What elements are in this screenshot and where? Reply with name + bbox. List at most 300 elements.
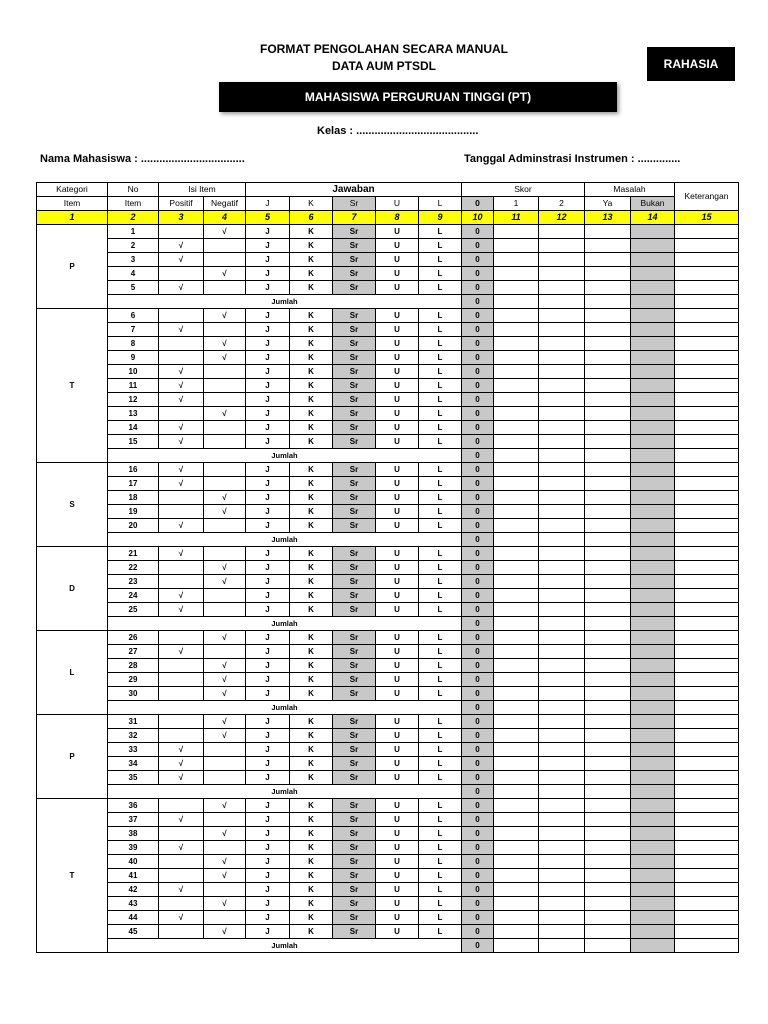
- skor-2-cell[interactable]: [539, 673, 585, 687]
- skor-2-cell[interactable]: [539, 281, 585, 295]
- skor-1-cell[interactable]: [494, 435, 539, 449]
- answer-option-l[interactable]: L: [419, 673, 462, 687]
- answer-option-u[interactable]: U: [376, 897, 419, 911]
- skor-1-cell[interactable]: [494, 799, 539, 813]
- answer-option-j[interactable]: J: [246, 911, 290, 925]
- answer-option-l[interactable]: L: [419, 645, 462, 659]
- skor-2-cell[interactable]: [539, 463, 585, 477]
- skor-1-cell[interactable]: [494, 477, 539, 491]
- answer-option-u[interactable]: U: [376, 645, 419, 659]
- masalah-bukan-cell[interactable]: [631, 659, 675, 673]
- masalah-bukan-cell[interactable]: [631, 365, 675, 379]
- skor-1-cell[interactable]: [494, 645, 539, 659]
- answer-option-j[interactable]: J: [246, 547, 290, 561]
- answer-option-l[interactable]: L: [419, 827, 462, 841]
- answer-option-l[interactable]: L: [419, 253, 462, 267]
- keterangan-cell[interactable]: [675, 799, 739, 813]
- answer-option-j[interactable]: J: [246, 589, 290, 603]
- masalah-bukan-cell[interactable]: [631, 715, 675, 729]
- keterangan-cell[interactable]: [675, 547, 739, 561]
- answer-option-l[interactable]: L: [419, 435, 462, 449]
- skor-1-cell[interactable]: [494, 771, 539, 785]
- skor-1-cell[interactable]: [494, 855, 539, 869]
- answer-option-sr[interactable]: Sr: [333, 281, 376, 295]
- answer-option-sr[interactable]: Sr: [333, 491, 376, 505]
- answer-option-k[interactable]: K: [290, 239, 333, 253]
- masalah-bukan-cell[interactable]: [631, 561, 675, 575]
- keterangan-cell[interactable]: [675, 589, 739, 603]
- skor-1-cell[interactable]: [494, 925, 539, 939]
- keterangan-cell[interactable]: [675, 365, 739, 379]
- masalah-ya-cell[interactable]: [585, 631, 631, 645]
- masalah-bukan-cell[interactable]: [631, 841, 675, 855]
- skor-2-cell[interactable]: [539, 715, 585, 729]
- skor-1-cell[interactable]: [494, 547, 539, 561]
- answer-option-j[interactable]: J: [246, 799, 290, 813]
- skor-2-cell[interactable]: [539, 379, 585, 393]
- answer-option-u[interactable]: U: [376, 267, 419, 281]
- answer-option-u[interactable]: U: [376, 813, 419, 827]
- skor-2-cell[interactable]: [539, 575, 585, 589]
- answer-option-l[interactable]: L: [419, 393, 462, 407]
- answer-option-u[interactable]: U: [376, 435, 419, 449]
- keterangan-cell[interactable]: [675, 771, 739, 785]
- answer-option-u[interactable]: U: [376, 379, 419, 393]
- answer-option-u[interactable]: U: [376, 925, 419, 939]
- answer-option-sr[interactable]: Sr: [333, 477, 376, 491]
- masalah-ya-cell[interactable]: [585, 337, 631, 351]
- answer-option-j[interactable]: J: [246, 575, 290, 589]
- answer-option-sr[interactable]: Sr: [333, 435, 376, 449]
- keterangan-cell[interactable]: [675, 575, 739, 589]
- answer-option-k[interactable]: K: [290, 813, 333, 827]
- keterangan-cell[interactable]: [675, 323, 739, 337]
- answer-option-l[interactable]: L: [419, 729, 462, 743]
- answer-option-sr[interactable]: Sr: [333, 561, 376, 575]
- answer-option-l[interactable]: L: [419, 239, 462, 253]
- answer-option-sr[interactable]: Sr: [333, 813, 376, 827]
- answer-option-j[interactable]: J: [246, 631, 290, 645]
- answer-option-sr[interactable]: Sr: [333, 309, 376, 323]
- skor-2-cell[interactable]: [539, 435, 585, 449]
- masalah-ya-cell[interactable]: [585, 281, 631, 295]
- masalah-ya-cell[interactable]: [585, 267, 631, 281]
- answer-option-j[interactable]: J: [246, 687, 290, 701]
- answer-option-l[interactable]: L: [419, 813, 462, 827]
- answer-option-u[interactable]: U: [376, 561, 419, 575]
- answer-option-sr[interactable]: Sr: [333, 743, 376, 757]
- answer-option-u[interactable]: U: [376, 659, 419, 673]
- answer-option-j[interactable]: J: [246, 743, 290, 757]
- skor-2-cell[interactable]: [539, 631, 585, 645]
- skor-2-cell[interactable]: [539, 827, 585, 841]
- answer-option-u[interactable]: U: [376, 673, 419, 687]
- masalah-ya-cell[interactable]: [585, 463, 631, 477]
- skor-2-cell[interactable]: [539, 225, 585, 239]
- answer-option-k[interactable]: K: [290, 519, 333, 533]
- answer-option-j[interactable]: J: [246, 365, 290, 379]
- masalah-bukan-cell[interactable]: [631, 477, 675, 491]
- masalah-bukan-cell[interactable]: [631, 645, 675, 659]
- masalah-bukan-cell[interactable]: [631, 869, 675, 883]
- answer-option-u[interactable]: U: [376, 631, 419, 645]
- answer-option-u[interactable]: U: [376, 841, 419, 855]
- answer-option-u[interactable]: U: [376, 855, 419, 869]
- answer-option-u[interactable]: U: [376, 603, 419, 617]
- answer-option-k[interactable]: K: [290, 603, 333, 617]
- answer-option-sr[interactable]: Sr: [333, 911, 376, 925]
- answer-option-j[interactable]: J: [246, 421, 290, 435]
- answer-option-u[interactable]: U: [376, 883, 419, 897]
- answer-option-k[interactable]: K: [290, 687, 333, 701]
- answer-option-l[interactable]: L: [419, 575, 462, 589]
- skor-2-cell[interactable]: [539, 491, 585, 505]
- answer-option-j[interactable]: J: [246, 337, 290, 351]
- answer-option-l[interactable]: L: [419, 519, 462, 533]
- keterangan-cell[interactable]: [675, 715, 739, 729]
- answer-option-j[interactable]: J: [246, 407, 290, 421]
- answer-option-sr[interactable]: Sr: [333, 393, 376, 407]
- skor-2-cell[interactable]: [539, 883, 585, 897]
- answer-option-k[interactable]: K: [290, 729, 333, 743]
- skor-1-cell[interactable]: [494, 715, 539, 729]
- masalah-bukan-cell[interactable]: [631, 253, 675, 267]
- masalah-bukan-cell[interactable]: [631, 407, 675, 421]
- masalah-bukan-cell[interactable]: [631, 547, 675, 561]
- answer-option-sr[interactable]: Sr: [333, 379, 376, 393]
- answer-option-l[interactable]: L: [419, 281, 462, 295]
- answer-option-l[interactable]: L: [419, 589, 462, 603]
- answer-option-u[interactable]: U: [376, 281, 419, 295]
- answer-option-j[interactable]: J: [246, 855, 290, 869]
- keterangan-cell[interactable]: [675, 855, 739, 869]
- skor-1-cell[interactable]: [494, 253, 539, 267]
- skor-2-cell[interactable]: [539, 505, 585, 519]
- keterangan-cell[interactable]: [675, 225, 739, 239]
- skor-1-cell[interactable]: [494, 393, 539, 407]
- skor-2-cell[interactable]: [539, 659, 585, 673]
- answer-option-j[interactable]: J: [246, 393, 290, 407]
- answer-option-sr[interactable]: Sr: [333, 589, 376, 603]
- skor-1-cell[interactable]: [494, 743, 539, 757]
- masalah-bukan-cell[interactable]: [631, 239, 675, 253]
- answer-option-k[interactable]: K: [290, 799, 333, 813]
- skor-1-cell[interactable]: [494, 337, 539, 351]
- masalah-ya-cell[interactable]: [585, 379, 631, 393]
- answer-option-sr[interactable]: Sr: [333, 267, 376, 281]
- answer-option-u[interactable]: U: [376, 477, 419, 491]
- skor-1-cell[interactable]: [494, 757, 539, 771]
- skor-2-cell[interactable]: [539, 477, 585, 491]
- skor-1-cell[interactable]: [494, 561, 539, 575]
- answer-option-sr[interactable]: Sr: [333, 505, 376, 519]
- skor-1-cell[interactable]: [494, 491, 539, 505]
- answer-option-k[interactable]: K: [290, 911, 333, 925]
- keterangan-cell[interactable]: [675, 393, 739, 407]
- answer-option-sr[interactable]: Sr: [333, 421, 376, 435]
- masalah-bukan-cell[interactable]: [631, 393, 675, 407]
- answer-option-k[interactable]: K: [290, 435, 333, 449]
- keterangan-cell[interactable]: [675, 477, 739, 491]
- keterangan-cell[interactable]: [675, 841, 739, 855]
- masalah-bukan-cell[interactable]: [631, 225, 675, 239]
- answer-option-j[interactable]: J: [246, 253, 290, 267]
- skor-2-cell[interactable]: [539, 911, 585, 925]
- masalah-ya-cell[interactable]: [585, 673, 631, 687]
- answer-option-j[interactable]: J: [246, 771, 290, 785]
- answer-option-k[interactable]: K: [290, 393, 333, 407]
- masalah-ya-cell[interactable]: [585, 911, 631, 925]
- answer-option-sr[interactable]: Sr: [333, 687, 376, 701]
- answer-option-k[interactable]: K: [290, 561, 333, 575]
- answer-option-l[interactable]: L: [419, 225, 462, 239]
- answer-option-l[interactable]: L: [419, 911, 462, 925]
- answer-option-u[interactable]: U: [376, 547, 419, 561]
- answer-option-sr[interactable]: Sr: [333, 869, 376, 883]
- skor-2-cell[interactable]: [539, 813, 585, 827]
- masalah-ya-cell[interactable]: [585, 883, 631, 897]
- masalah-bukan-cell[interactable]: [631, 743, 675, 757]
- answer-option-k[interactable]: K: [290, 673, 333, 687]
- masalah-ya-cell[interactable]: [585, 799, 631, 813]
- masalah-ya-cell[interactable]: [585, 925, 631, 939]
- answer-option-j[interactable]: J: [246, 883, 290, 897]
- answer-option-k[interactable]: K: [290, 659, 333, 673]
- skor-1-cell[interactable]: [494, 589, 539, 603]
- keterangan-cell[interactable]: [675, 407, 739, 421]
- skor-1-cell[interactable]: [494, 883, 539, 897]
- answer-option-l[interactable]: L: [419, 351, 462, 365]
- masalah-bukan-cell[interactable]: [631, 463, 675, 477]
- answer-option-u[interactable]: U: [376, 351, 419, 365]
- masalah-bukan-cell[interactable]: [631, 911, 675, 925]
- answer-option-k[interactable]: K: [290, 715, 333, 729]
- keterangan-cell[interactable]: [675, 421, 739, 435]
- answer-option-j[interactable]: J: [246, 841, 290, 855]
- answer-option-l[interactable]: L: [419, 897, 462, 911]
- answer-option-k[interactable]: K: [290, 645, 333, 659]
- skor-1-cell[interactable]: [494, 687, 539, 701]
- masalah-ya-cell[interactable]: [585, 827, 631, 841]
- keterangan-cell[interactable]: [675, 631, 739, 645]
- answer-option-sr[interactable]: Sr: [333, 771, 376, 785]
- answer-option-l[interactable]: L: [419, 491, 462, 505]
- masalah-bukan-cell[interactable]: [631, 337, 675, 351]
- keterangan-cell[interactable]: [675, 379, 739, 393]
- answer-option-u[interactable]: U: [376, 589, 419, 603]
- answer-option-u[interactable]: U: [376, 575, 419, 589]
- masalah-ya-cell[interactable]: [585, 435, 631, 449]
- answer-option-j[interactable]: J: [246, 729, 290, 743]
- masalah-ya-cell[interactable]: [585, 771, 631, 785]
- answer-option-l[interactable]: L: [419, 337, 462, 351]
- skor-1-cell[interactable]: [494, 239, 539, 253]
- keterangan-cell[interactable]: [675, 435, 739, 449]
- answer-option-k[interactable]: K: [290, 309, 333, 323]
- skor-1-cell[interactable]: [494, 463, 539, 477]
- masalah-ya-cell[interactable]: [585, 547, 631, 561]
- skor-1-cell[interactable]: [494, 897, 539, 911]
- answer-option-u[interactable]: U: [376, 505, 419, 519]
- answer-option-j[interactable]: J: [246, 491, 290, 505]
- keterangan-cell[interactable]: [675, 505, 739, 519]
- answer-option-u[interactable]: U: [376, 463, 419, 477]
- keterangan-cell[interactable]: [675, 659, 739, 673]
- answer-option-j[interactable]: J: [246, 757, 290, 771]
- skor-2-cell[interactable]: [539, 547, 585, 561]
- skor-2-cell[interactable]: [539, 309, 585, 323]
- masalah-ya-cell[interactable]: [585, 407, 631, 421]
- skor-2-cell[interactable]: [539, 855, 585, 869]
- answer-option-sr[interactable]: Sr: [333, 659, 376, 673]
- answer-option-l[interactable]: L: [419, 841, 462, 855]
- answer-option-k[interactable]: K: [290, 869, 333, 883]
- masalah-bukan-cell[interactable]: [631, 267, 675, 281]
- answer-option-j[interactable]: J: [246, 673, 290, 687]
- skor-2-cell[interactable]: [539, 253, 585, 267]
- masalah-ya-cell[interactable]: [585, 645, 631, 659]
- skor-1-cell[interactable]: [494, 379, 539, 393]
- answer-option-sr[interactable]: Sr: [333, 407, 376, 421]
- skor-2-cell[interactable]: [539, 869, 585, 883]
- answer-option-sr[interactable]: Sr: [333, 883, 376, 897]
- masalah-bukan-cell[interactable]: [631, 491, 675, 505]
- keterangan-cell[interactable]: [675, 897, 739, 911]
- skor-2-cell[interactable]: [539, 589, 585, 603]
- answer-option-k[interactable]: K: [290, 267, 333, 281]
- masalah-ya-cell[interactable]: [585, 757, 631, 771]
- skor-2-cell[interactable]: [539, 757, 585, 771]
- keterangan-cell[interactable]: [675, 645, 739, 659]
- keterangan-cell[interactable]: [675, 519, 739, 533]
- answer-option-u[interactable]: U: [376, 757, 419, 771]
- answer-option-l[interactable]: L: [419, 267, 462, 281]
- masalah-bukan-cell[interactable]: [631, 323, 675, 337]
- masalah-bukan-cell[interactable]: [631, 729, 675, 743]
- masalah-ya-cell[interactable]: [585, 323, 631, 337]
- answer-option-l[interactable]: L: [419, 687, 462, 701]
- keterangan-cell[interactable]: [675, 687, 739, 701]
- masalah-ya-cell[interactable]: [585, 365, 631, 379]
- answer-option-l[interactable]: L: [419, 603, 462, 617]
- answer-option-sr[interactable]: Sr: [333, 253, 376, 267]
- answer-option-k[interactable]: K: [290, 407, 333, 421]
- answer-option-j[interactable]: J: [246, 267, 290, 281]
- skor-1-cell[interactable]: [494, 827, 539, 841]
- skor-2-cell[interactable]: [539, 561, 585, 575]
- skor-1-cell[interactable]: [494, 407, 539, 421]
- answer-option-k[interactable]: K: [290, 883, 333, 897]
- answer-option-u[interactable]: U: [376, 729, 419, 743]
- skor-1-cell[interactable]: [494, 631, 539, 645]
- skor-1-cell[interactable]: [494, 519, 539, 533]
- answer-option-u[interactable]: U: [376, 715, 419, 729]
- masalah-ya-cell[interactable]: [585, 855, 631, 869]
- keterangan-cell[interactable]: [675, 603, 739, 617]
- answer-option-k[interactable]: K: [290, 253, 333, 267]
- skor-1-cell[interactable]: [494, 911, 539, 925]
- answer-option-l[interactable]: L: [419, 309, 462, 323]
- answer-option-k[interactable]: K: [290, 281, 333, 295]
- keterangan-cell[interactable]: [675, 253, 739, 267]
- answer-option-k[interactable]: K: [290, 575, 333, 589]
- keterangan-cell[interactable]: [675, 925, 739, 939]
- answer-option-l[interactable]: L: [419, 365, 462, 379]
- answer-option-k[interactable]: K: [290, 897, 333, 911]
- skor-2-cell[interactable]: [539, 603, 585, 617]
- answer-option-l[interactable]: L: [419, 407, 462, 421]
- answer-option-sr[interactable]: Sr: [333, 855, 376, 869]
- keterangan-cell[interactable]: [675, 673, 739, 687]
- masalah-bukan-cell[interactable]: [631, 575, 675, 589]
- keterangan-cell[interactable]: [675, 337, 739, 351]
- answer-option-u[interactable]: U: [376, 365, 419, 379]
- skor-2-cell[interactable]: [539, 407, 585, 421]
- skor-1-cell[interactable]: [494, 575, 539, 589]
- keterangan-cell[interactable]: [675, 729, 739, 743]
- skor-1-cell[interactable]: [494, 351, 539, 365]
- skor-2-cell[interactable]: [539, 337, 585, 351]
- masalah-ya-cell[interactable]: [585, 659, 631, 673]
- answer-option-sr[interactable]: Sr: [333, 575, 376, 589]
- answer-option-l[interactable]: L: [419, 799, 462, 813]
- answer-option-sr[interactable]: Sr: [333, 365, 376, 379]
- masalah-ya-cell[interactable]: [585, 519, 631, 533]
- answer-option-u[interactable]: U: [376, 337, 419, 351]
- masalah-ya-cell[interactable]: [585, 841, 631, 855]
- skor-1-cell[interactable]: [494, 225, 539, 239]
- answer-option-j[interactable]: J: [246, 225, 290, 239]
- answer-option-sr[interactable]: Sr: [333, 645, 376, 659]
- answer-option-sr[interactable]: Sr: [333, 225, 376, 239]
- answer-option-u[interactable]: U: [376, 309, 419, 323]
- answer-option-j[interactable]: J: [246, 323, 290, 337]
- answer-option-sr[interactable]: Sr: [333, 603, 376, 617]
- answer-option-k[interactable]: K: [290, 757, 333, 771]
- skor-2-cell[interactable]: [539, 365, 585, 379]
- answer-option-l[interactable]: L: [419, 855, 462, 869]
- answer-option-u[interactable]: U: [376, 911, 419, 925]
- skor-1-cell[interactable]: [494, 309, 539, 323]
- skor-2-cell[interactable]: [539, 897, 585, 911]
- masalah-bukan-cell[interactable]: [631, 603, 675, 617]
- masalah-bukan-cell[interactable]: [631, 421, 675, 435]
- masalah-bukan-cell[interactable]: [631, 379, 675, 393]
- answer-option-sr[interactable]: Sr: [333, 925, 376, 939]
- answer-option-j[interactable]: J: [246, 351, 290, 365]
- masalah-ya-cell[interactable]: [585, 239, 631, 253]
- masalah-ya-cell[interactable]: [585, 575, 631, 589]
- skor-2-cell[interactable]: [539, 743, 585, 757]
- skor-2-cell[interactable]: [539, 393, 585, 407]
- answer-option-k[interactable]: K: [290, 841, 333, 855]
- keterangan-cell[interactable]: [675, 491, 739, 505]
- masalah-bukan-cell[interactable]: [631, 519, 675, 533]
- skor-2-cell[interactable]: [539, 645, 585, 659]
- masalah-ya-cell[interactable]: [585, 393, 631, 407]
- answer-option-sr[interactable]: Sr: [333, 729, 376, 743]
- masalah-ya-cell[interactable]: [585, 869, 631, 883]
- answer-option-l[interactable]: L: [419, 757, 462, 771]
- masalah-ya-cell[interactable]: [585, 505, 631, 519]
- answer-option-sr[interactable]: Sr: [333, 673, 376, 687]
- answer-option-j[interactable]: J: [246, 659, 290, 673]
- masalah-ya-cell[interactable]: [585, 589, 631, 603]
- skor-2-cell[interactable]: [539, 799, 585, 813]
- answer-option-l[interactable]: L: [419, 421, 462, 435]
- keterangan-cell[interactable]: [675, 561, 739, 575]
- skor-2-cell[interactable]: [539, 687, 585, 701]
